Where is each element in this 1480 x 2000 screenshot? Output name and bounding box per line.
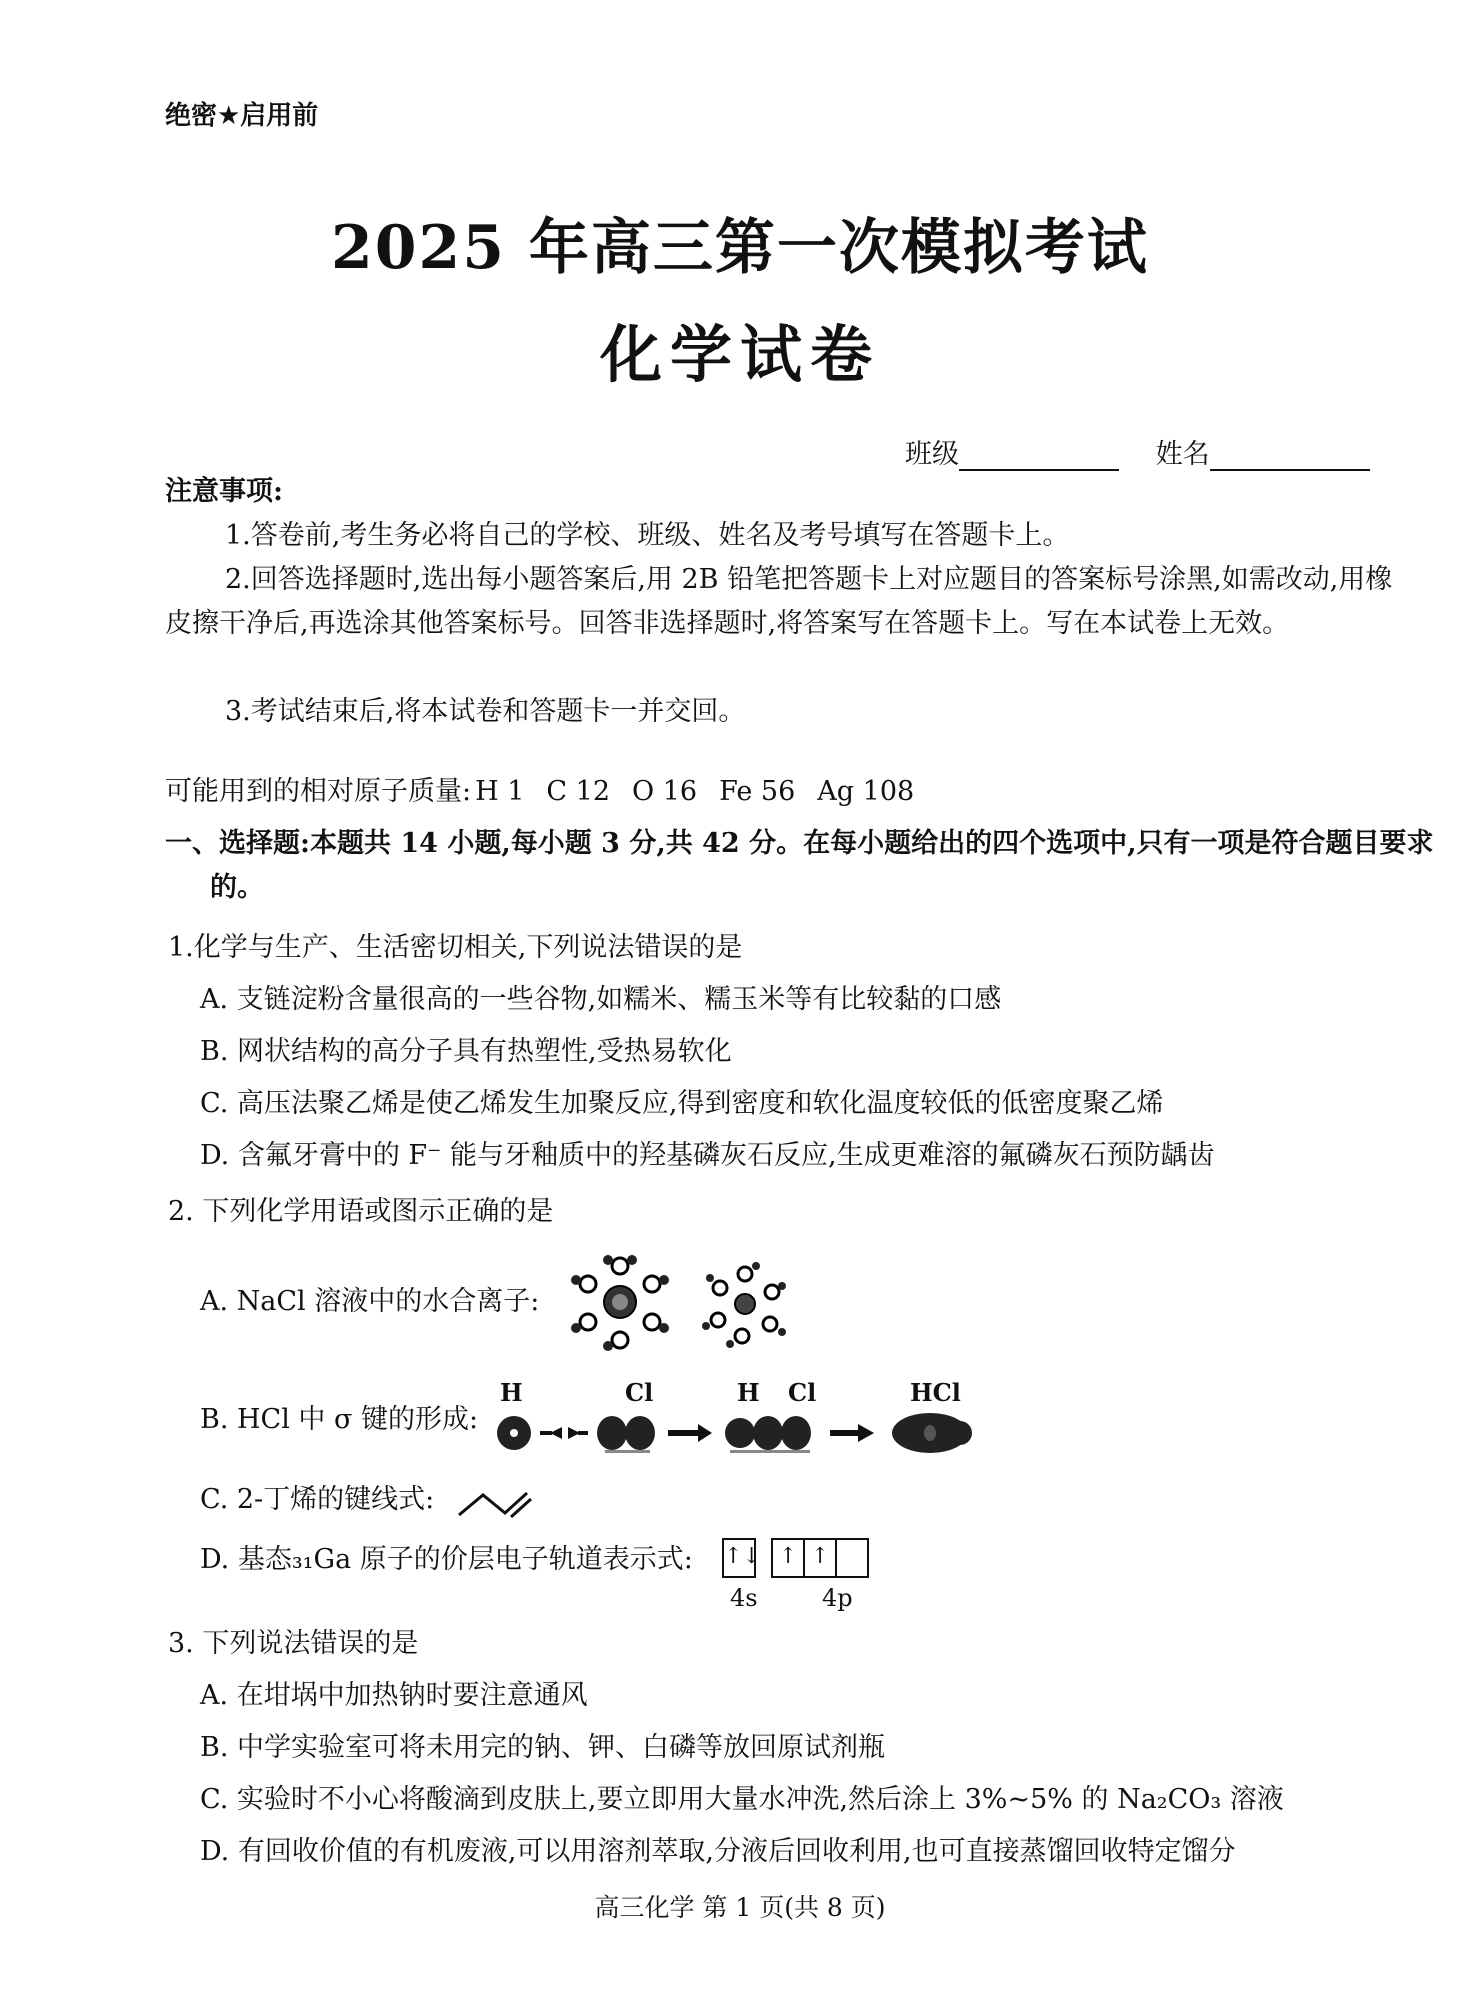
hcl-label-cl: Cl bbox=[625, 1378, 654, 1407]
student-info bbox=[905, 432, 1398, 471]
atomic-masses-label: 可能用到的相对原子质量: bbox=[165, 776, 472, 807]
orbital-4s: ↑↓ bbox=[722, 1538, 756, 1578]
hcl-label-h: H bbox=[737, 1378, 760, 1407]
note-item: 1.答卷前,考生务必将自己的学校、班级、姓名及考号填写在答题卡上。 bbox=[225, 520, 1070, 551]
option-b: B. HCl 中 σ 键的形成: bbox=[200, 1404, 479, 1435]
orbital-diagram bbox=[722, 1538, 869, 1578]
mass-value: O 16 bbox=[632, 776, 698, 807]
hcl-label-product: HCl bbox=[910, 1378, 961, 1407]
orbital-label-4p: 4p bbox=[822, 1584, 853, 1612]
atomic-masses bbox=[165, 770, 936, 814]
exam-title: 2025 年高三第一次模拟考试 bbox=[331, 213, 1149, 283]
hydrated-ion-left bbox=[571, 1255, 669, 1351]
confidential-label: 绝密★启用前 bbox=[165, 101, 319, 131]
option-a: A. 支链淀粉含量很高的一些谷物,如糯米、糯玉米等有比较黏的口感 bbox=[200, 984, 1002, 1015]
mass-value: C 12 bbox=[546, 776, 611, 807]
subject-title: 化学试卷 bbox=[599, 318, 880, 391]
mass-value: H 1 bbox=[475, 776, 525, 807]
name-blank bbox=[1210, 441, 1370, 471]
option-b: B. 中学实验室可将未用完的钠、钾、白磷等放回原试剂瓶 bbox=[200, 1732, 886, 1763]
orbital-4p bbox=[837, 1538, 869, 1578]
option-d: D. 基态₃₁Ga 原子的价层电子轨道表示式: bbox=[200, 1544, 693, 1575]
note-item: 2.回答选择题时,选出每小题答案后,用 2B 铅笔把答题卡上对应题目的答案标号涂黑,如需改动,用橡皮擦干净后,再选涂其他答案标号。回答非选择题时,将答案写在答题卡上。写在本试卷上无效。 bbox=[165, 564, 1393, 639]
option-d: D. 含氟牙膏中的 F⁻ 能与牙釉质中的羟基磷灰石反应,生成更难溶的氟磷灰石预防龋齿 bbox=[200, 1140, 1215, 1171]
option-c: C. 高压法聚乙烯是使乙烯发生加聚反应,得到密度和软化温度较低的低密度聚乙烯 bbox=[200, 1088, 1164, 1119]
option-b: B. 网状结构的高分子具有热塑性,受热易软化 bbox=[200, 1036, 732, 1067]
class-blank bbox=[959, 441, 1119, 471]
note-item: 3.考试结束后,将本试卷和答题卡一并交回。 bbox=[225, 696, 746, 727]
option-a: A. NaCl 溶液中的水合离子: bbox=[200, 1286, 540, 1317]
hydrated-ions-diagram bbox=[560, 1252, 810, 1352]
mass-value: Ag 108 bbox=[817, 776, 915, 807]
hcl-label-cl: Cl bbox=[788, 1378, 817, 1407]
class-label: 班级 bbox=[905, 439, 959, 470]
orbital-label-4s: 4s bbox=[730, 1584, 758, 1612]
option-d: D. 有回收价值的有机废液,可以用溶剂萃取,分液后回收利用,也可直接蒸馏回收特定馏分 bbox=[200, 1836, 1236, 1867]
sigma-bond-diagram bbox=[490, 1408, 990, 1458]
orbital-4p: ↑ bbox=[771, 1538, 805, 1578]
question-stem: 3. 下列说法错误的是 bbox=[168, 1628, 419, 1659]
option-a: A. 在坩埚中加热钠时要注意通风 bbox=[200, 1680, 588, 1711]
section-heading: 一、选择题:本题共 14 小题,每小题 3 分,共 42 分。在每小题给出的四个选项中,只有一项是符合题目要求的。 bbox=[165, 828, 1434, 903]
option-c: C. 实验时不小心将酸滴到皮肤上,要立即用大量水冲洗,然后涂上 3%~5% 的 Na₂CO₃ 溶液 bbox=[200, 1784, 1284, 1815]
hcl-label-h: H bbox=[500, 1378, 523, 1407]
option-c: C. 2-丁烯的键线式: bbox=[200, 1484, 435, 1515]
question-stem: 2. 下列化学用语或图示正确的是 bbox=[168, 1196, 554, 1227]
mass-value: Fe 56 bbox=[719, 776, 796, 807]
orbital-4p: ↑ bbox=[805, 1538, 837, 1578]
question-stem: 1.化学与生产、生活密切相关,下列说法错误的是 bbox=[168, 932, 743, 963]
hydrated-ion-right bbox=[702, 1262, 786, 1348]
page-footer: 高三化学 第 1 页(共 8 页) bbox=[594, 1893, 886, 1922]
notes-heading: 注意事项: bbox=[165, 476, 283, 507]
name-label: 姓名 bbox=[1155, 439, 1210, 470]
butene-skeletal-formula bbox=[455, 1485, 555, 1521]
